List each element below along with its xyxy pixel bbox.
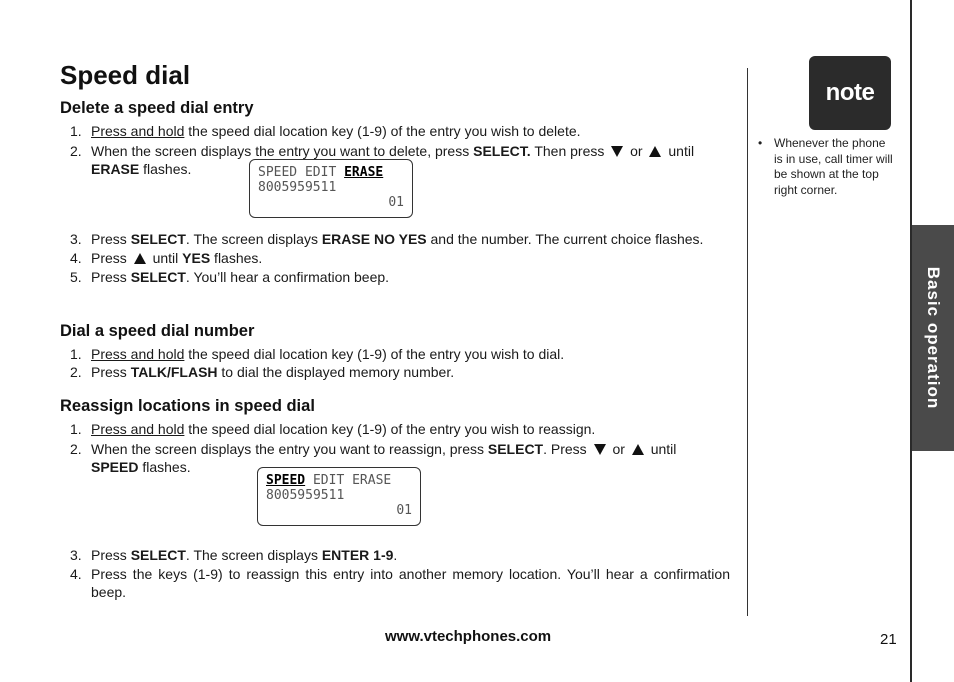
reassign-step-2: 2. When the screen displays the entry you want to reassign, press SELECT. Press or until SPEED flashes. [70,441,677,475]
footer-url[interactable]: www.vtechphones.com [385,628,552,645]
press-and-hold-text: Press and hold [91,346,185,362]
lcd-display-speed: SPEED EDIT ERASE 8005959511 01 [257,467,421,526]
column-divider [747,68,748,616]
down-arrow-key-icon [594,444,606,455]
note-badge-label: note [825,79,875,106]
page-title: Speed dial [60,60,191,90]
delete-step-3: 3. Press SELECT. The screen displays ERASE NO YES and the number. The current choice flashes. [70,231,704,247]
section-heading-reassign: Reassign locations in speed dial [60,397,315,415]
lcd-highlight: SPEED [266,473,306,488]
section-delete-cont [60,230,730,286]
down-arrow-key-icon [611,146,623,157]
section-reassign [60,397,730,476]
section-reassign-cont [60,546,730,601]
press-and-hold-text: Press and hold [91,123,185,139]
page-number: 21 [880,631,897,648]
dial-step-1: 1. Press and hold the speed dial location key (1-9) of the entry you wish to dial. [70,346,565,362]
lcd-display-erase: SPEED EDIT ERASE 8005959511 01 [249,159,413,218]
lcd-location: 01 [396,503,412,518]
delete-step-1: 1. Press and hold the speed dial location key (1-9) of the entry you wish to delete. [70,123,581,139]
lcd-number: 8005959511 [258,180,337,195]
up-arrow-key-icon [632,444,644,455]
side-tab [912,225,954,451]
lcd-number: 8005959511 [266,488,345,503]
reassign-step-1: 1. Press and hold the speed dial location key (1-9) of the entry you wish to reassign. [70,421,596,437]
note-item: • Whenever the phone is in use, call timer will be shown at the top right corner. [758,136,893,198]
up-arrow-key-icon [649,146,661,157]
side-tab-label: Basic operation [924,266,943,410]
delete-step-5: 5. Press SELECT. You’ll hear a confirmation beep. [70,269,390,285]
delete-step-4: 4. Press until YES flashes. [70,250,263,266]
reassign-step-4: 4. Press the keys (1-9) to reassign this entry into another memory location. You’ll hear a confirmation beep. [70,566,730,600]
up-arrow-key-icon [134,253,146,264]
section-dial [60,322,730,381]
delete-step-2: 2. When the screen displays the entry you want to delete, press SELECT. Then press or until ERASE flashes. [70,143,695,177]
lcd-location: 01 [388,195,404,210]
lcd-highlight: ERASE [344,165,384,180]
section-heading-delete: Delete a speed dial entry [60,99,254,117]
press-and-hold-text: Press and hold [91,421,185,437]
section-heading-dial: Dial a speed dial number [60,322,255,340]
dial-step-2: 2. Press TALK/FLASH to dial the displayed memory number. [70,364,455,380]
reassign-step-3: 3. Press SELECT. The screen displays ENTER 1-9. [70,547,398,563]
note-badge [809,56,891,130]
note-list [758,136,893,198]
